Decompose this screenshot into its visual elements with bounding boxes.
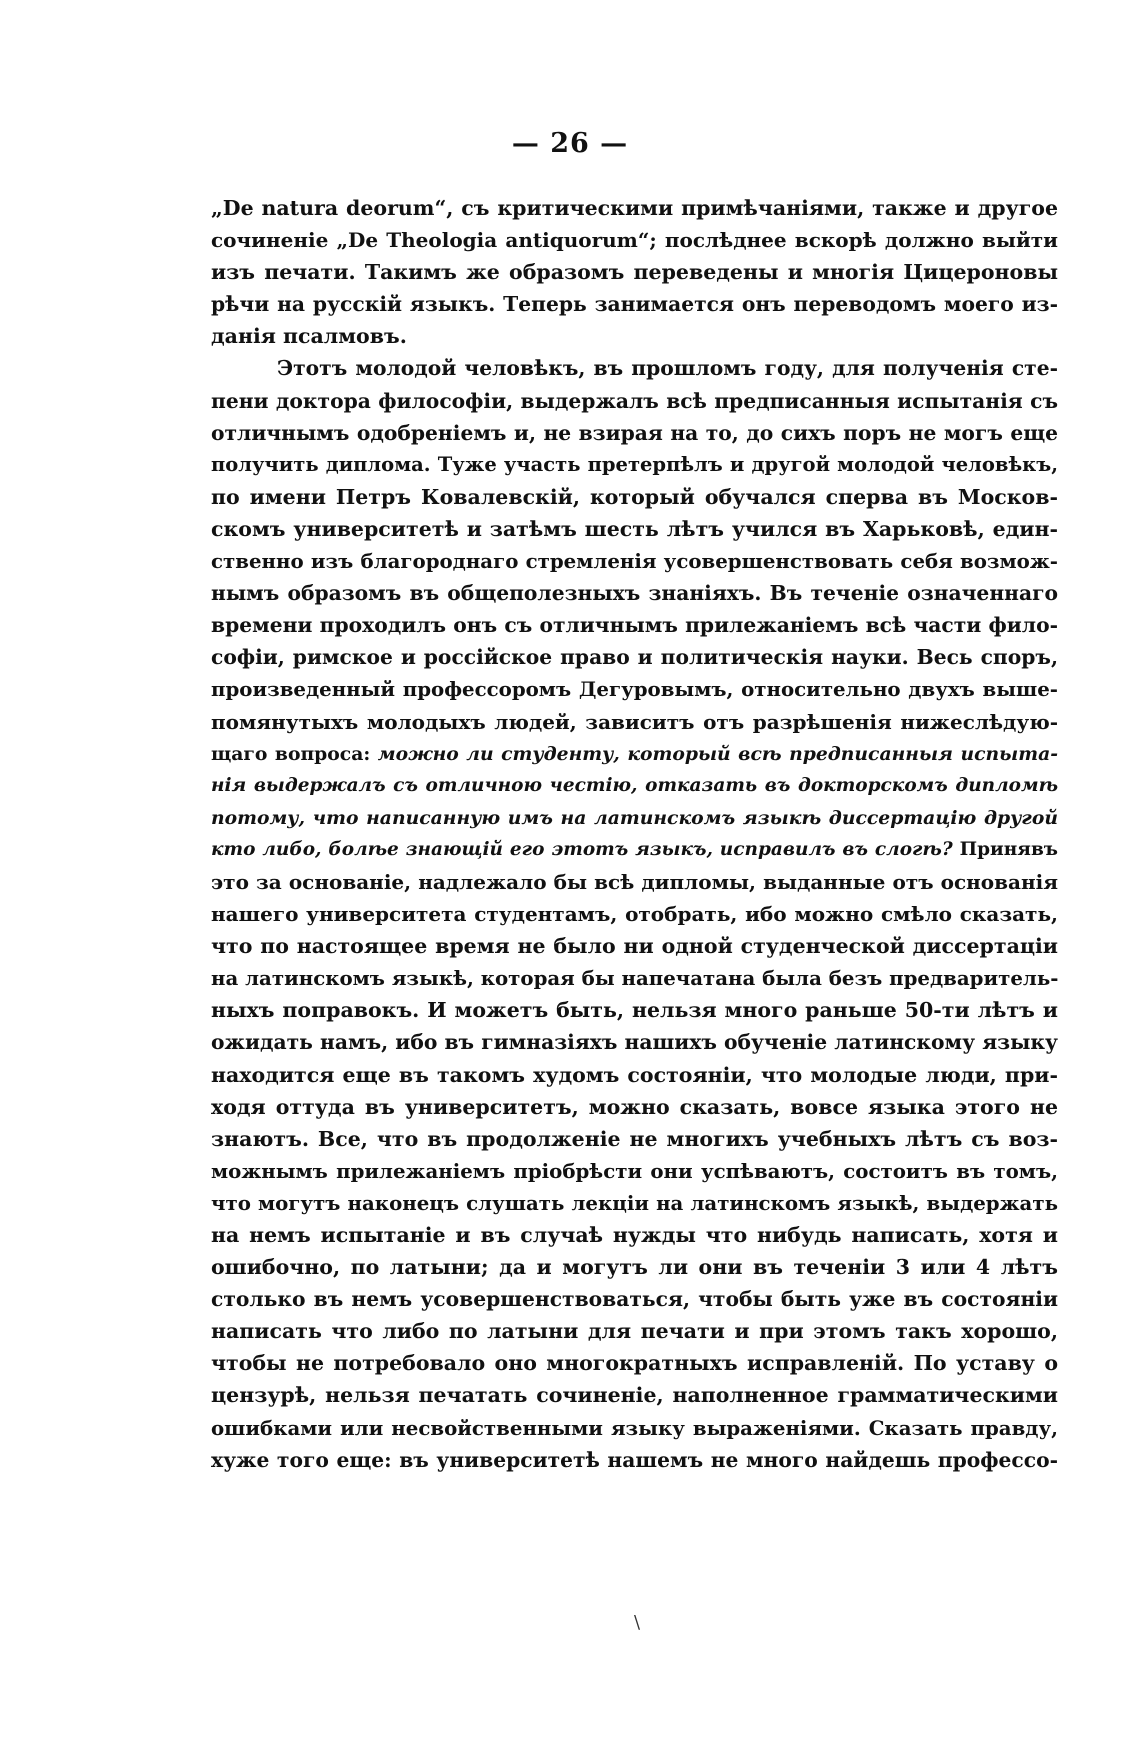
text-line: отличнымъ одобреніемъ и, не взирая на то, до сихъ поръ не могъ еще <box>211 420 1058 445</box>
text-line: ственно изъ благороднаго стремленія усовершенствовать себя возмож- <box>211 549 1058 574</box>
text-line: пени доктора философіи, выдержалъ всѣ предписанныя испытанія съ <box>211 388 1058 413</box>
text-line: столько въ немъ усовершенствоваться, чтобы быть уже въ состояніи <box>211 1287 1058 1312</box>
text-line: можнымъ прилежаніемъ пріобрѣсти они успѣваютъ, состоитъ въ томъ, <box>211 1158 1058 1183</box>
text-line: на немъ испытаніе и въ случаѣ нужды что нибудь написать, хотя и <box>211 1223 1058 1247</box>
text-line: что по настоящее время не было ни одной студенческой диссертаціи <box>211 934 1058 959</box>
text-line: нымъ образомъ въ общеполезныхъ знаніяхъ. Въ теченіе означеннаго <box>211 581 1058 606</box>
text-line: нашего университета студентамъ, отобрать, ибо можно смѣло сказать, <box>211 902 1058 927</box>
page-number: — 26 — <box>511 128 629 159</box>
text-line: софіи, римское и россійское право и политическія науки. Весь споръ, <box>211 645 1058 670</box>
text-line <box>211 802 1058 834</box>
body-text <box>211 192 1058 1476</box>
text-line: находится еще въ такомъ худомъ состояніи, что молодые люди, при- <box>211 1062 1058 1087</box>
text-line: знаютъ. Все, что въ продолженіе не многихъ учебныхъ лѣтъ съ воз- <box>211 1126 1058 1151</box>
text-line: Этотъ молодой человѣкъ, въ прошломъ году, для полученія сте- <box>277 356 1058 381</box>
text-line: написать что либо по латыни для печати и при этомъ такъ хорошо, <box>211 1319 1058 1344</box>
text-line: ожидать намъ, ибо въ гимназіяхъ нашихъ обученіе латинскому языку <box>211 1030 1058 1055</box>
text-line: „De natura deorum“, съ критическими примѣчаніями, также и другое <box>211 196 1058 220</box>
text-line: по имени Петръ Ковалевскій, который обучался сперва въ Москов- <box>211 484 1058 509</box>
italic-run: можно ли студенту, который всѣ предписанныя испыта- <box>377 742 1058 765</box>
text-run: щаго вопроса: <box>211 742 378 765</box>
text-run: Принявъ <box>952 838 1058 860</box>
text-line: цензурѣ, нельзя печатать сочиненіе, наполненное грамматическими <box>211 1383 1058 1408</box>
text-line: ныхъ поправокъ. И можетъ быть, нельзя много раньше 50-ти лѣтъ и <box>211 998 1058 1023</box>
text-line: это за основаніе, надлежало бы всѣ дипломы, выданные отъ основанія <box>211 869 1058 894</box>
text-line: рѣчи на русскій языкъ. Теперь занимается онъ переводомъ моего из- <box>211 292 1058 317</box>
text-line <box>211 770 1058 802</box>
text-line: ошибками или несвойственными языку выраженіями. Сказать правду, <box>211 1415 1058 1440</box>
italic-run: кто либо, болѣе знающій его этотъ языкъ, исправилъ въ слогѣ? <box>211 838 953 860</box>
text-line: произведенный профессоромъ Дегуровымъ, относительно двухъ выше- <box>211 677 1058 702</box>
text-line: что могутъ наконецъ слушать лекціи на латинскомъ языкѣ, выдержать <box>211 1190 1058 1215</box>
text-line: чтобы не потребовало оно многократныхъ исправленій. По уставу о <box>211 1351 1058 1376</box>
text-line: данія псалмовъ. <box>211 324 407 349</box>
text-line: хуже того еще: въ университетѣ нашемъ не много найдешь профессо- <box>211 1447 1058 1472</box>
text-line: получить диплома. Туже участь претерпѣлъ и другой молодой человѣкъ, <box>211 452 1058 476</box>
stray-mark: \ <box>634 1612 641 1633</box>
text-line: скомъ университетѣ и затѣмъ шесть лѣтъ учился въ Харьковѣ, един- <box>211 516 1058 541</box>
italic-run: нія выдержалъ съ отличною честію, отказать въ докторскомъ дипломѣ <box>211 774 1058 796</box>
text-line: ходя оттуда въ университетъ, можно сказать, вовсе языка этого не <box>211 1094 1058 1119</box>
text-line: изъ печати. Такимъ же образомъ переведены и многія Цицероновы <box>211 260 1058 285</box>
italic-run: потому, что написанную имъ на латинскомъ языкѣ диссертацію другой <box>211 806 1058 829</box>
text-line <box>211 834 1058 866</box>
text-line: времени проходилъ онъ съ отличнымъ прилежаніемъ всѣ части фило- <box>211 613 1058 638</box>
text-line: сочиненіе „De Theologia antiquorum“; послѣднее вскорѣ должно выйти <box>211 228 1058 253</box>
text-line: помянутыхъ молодыхъ людей, зависитъ отъ разрѣшенія нижеслѣдую- <box>211 709 1058 734</box>
text-line <box>211 738 1058 770</box>
text-line: на латинскомъ языкѣ, которая бы напечатана была безъ предваритель- <box>211 966 1058 991</box>
text-line: ошибочно, по латыни; да и могутъ ли они въ теченіи 3 или 4 лѣтъ <box>211 1255 1058 1280</box>
